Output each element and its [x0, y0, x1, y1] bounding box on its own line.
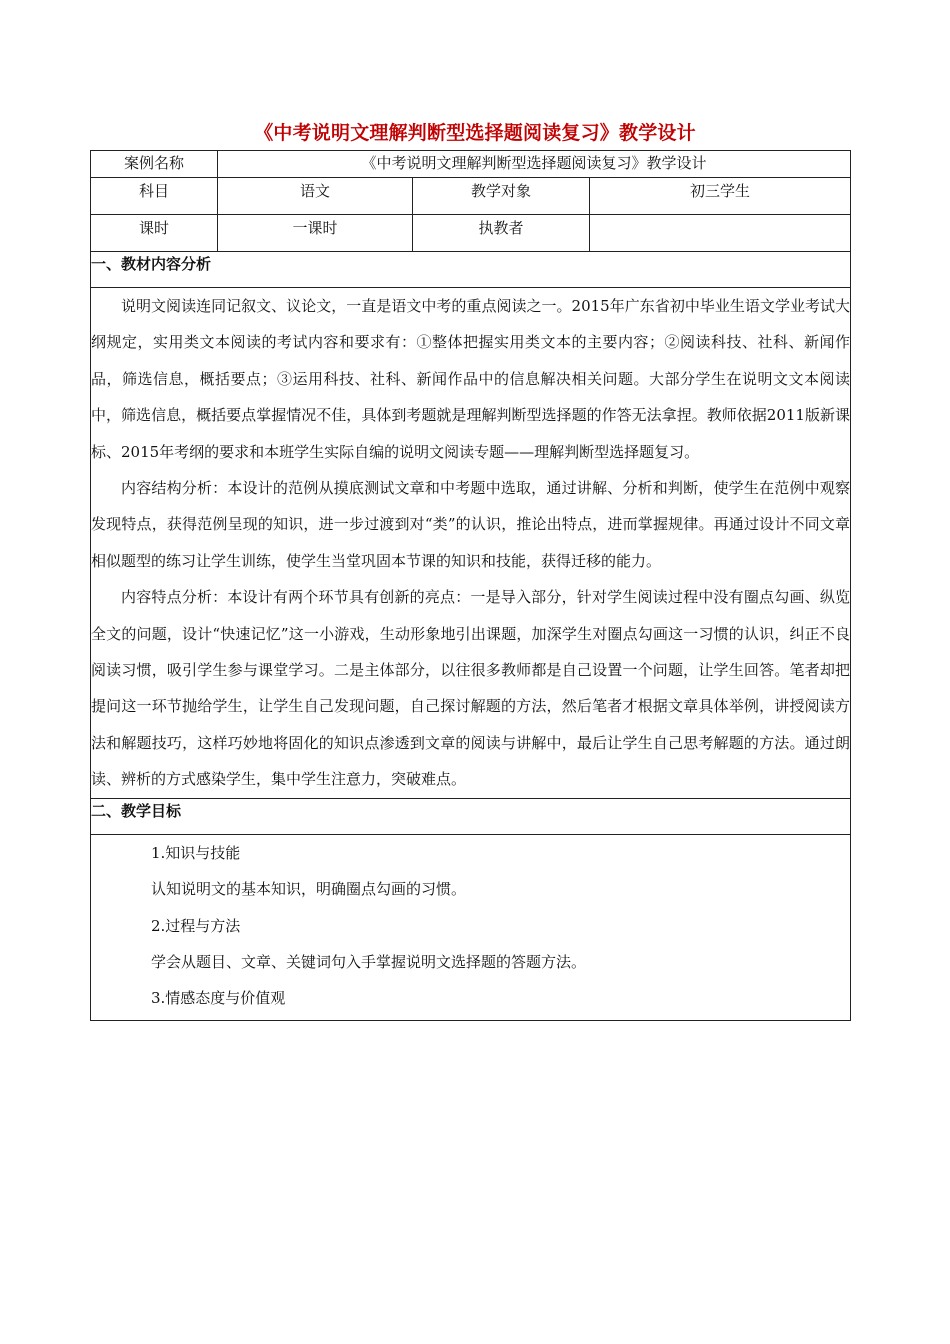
period-label: 课时: [91, 215, 218, 252]
section1-body: [91, 288, 851, 799]
subject-row: [91, 178, 851, 215]
audience-value: 初三学生: [590, 178, 851, 215]
case-name-value: 《中考说明文理解判断型选择题阅读复习》教学设计: [218, 151, 851, 178]
page-title: 《中考说明文理解判断型选择题阅读复习》教学设计: [254, 122, 696, 144]
goal-text-process: 学会从题目、文章、关键词句入手掌握说明文选择题的答题方法。: [151, 952, 587, 971]
teacher-value: [590, 215, 851, 252]
section1-body-row: [91, 288, 851, 799]
subject-label: 科目: [91, 178, 218, 215]
period-row: [91, 215, 851, 252]
section2-heading: 二、教学目标: [91, 798, 851, 834]
section1-paragraph-1: 说明文阅读连同记叙文、议论文，一直是语文中考的重点阅读之一。2015年广东省初中毕业生语文学业考试大纲规定，实用类文本阅读的考试内容和要求有：①整体把握实用类文本的主要内容；②阅读科技、社科、新闻作品，筛选信息，概括要点；③运用科技、社科、新闻作品中的信息解决相关问题。大部分学生在说明文文本阅读中，筛选信息，概括要点掌握情况不佳，具体到考题就是理解判断型选择题的作答无法拿捏。教师依据2011版新课标、2015年考纲的要求和本班学生实际自编的说明文阅读专题——理解判断型选择题复习。: [91, 297, 851, 461]
period-value: 一课时: [218, 215, 413, 252]
section1-paragraph-2: 内容结构分析：本设计的范例从摸底测试文章和中考题中选取，通过讲解、分析和判断，使学生在范例中观察发现特点，获得范例呈现的知识，进一步过渡到对“类”的认识，推论出特点，进而掌握规律。再通过设计不同文章相似题型的练习让学生训练，使学生当堂巩固本节课的知识和技能，获得迁移的能力。: [91, 479, 851, 570]
section1-heading-row: [91, 252, 851, 288]
lesson-plan-table: [90, 150, 851, 1021]
goal-heading-process: 2.过程与方法: [151, 916, 241, 935]
subject-value: 语文: [218, 178, 413, 215]
audience-label: 教学对象: [413, 178, 590, 215]
goal-heading-knowledge: 1.知识与技能: [151, 843, 241, 862]
teacher-label: 执教者: [413, 215, 590, 252]
section1-paragraph-3: 内容特点分析：本设计有两个环节具有创新的亮点：一是导入部分，针对学生阅读过程中没有圈点勾画、纵览全文的问题，设计“快速记忆”这一小游戏，生动形象地引出课题，加深学生对圈点勾画这一习惯的认识，纠正不良阅读习惯，吸引学生参与课堂学习。二是主体部分，以往很多教师都是自己设置一个问题，让学生回答。笔者却把提问这一环节抛给学生，让学生自己发现问题，自己探讨解题的方法，然后笔者才根据文章具体举例，讲授阅读方法和解题技巧，这样巧妙地将固化的知识点渗透到文章的阅读与讲解中，最后让学生自己思考解题的方法。通过朗读、辨析的方式感染学生，集中学生注意力，突破难点。: [91, 588, 851, 789]
case-name-row: [91, 151, 851, 178]
case-name-label: 案例名称: [91, 151, 218, 178]
goal-text-knowledge: 认知说明文的基本知识，明确圈点勾画的习惯。: [151, 880, 467, 899]
section2-body-row: [91, 834, 851, 1020]
section2-heading-row: [91, 798, 851, 834]
section1-heading: 一、教材内容分析: [91, 252, 851, 288]
goal-heading-attitude: 3.情感态度与价值观: [151, 989, 286, 1008]
section2-body: [91, 834, 851, 1020]
